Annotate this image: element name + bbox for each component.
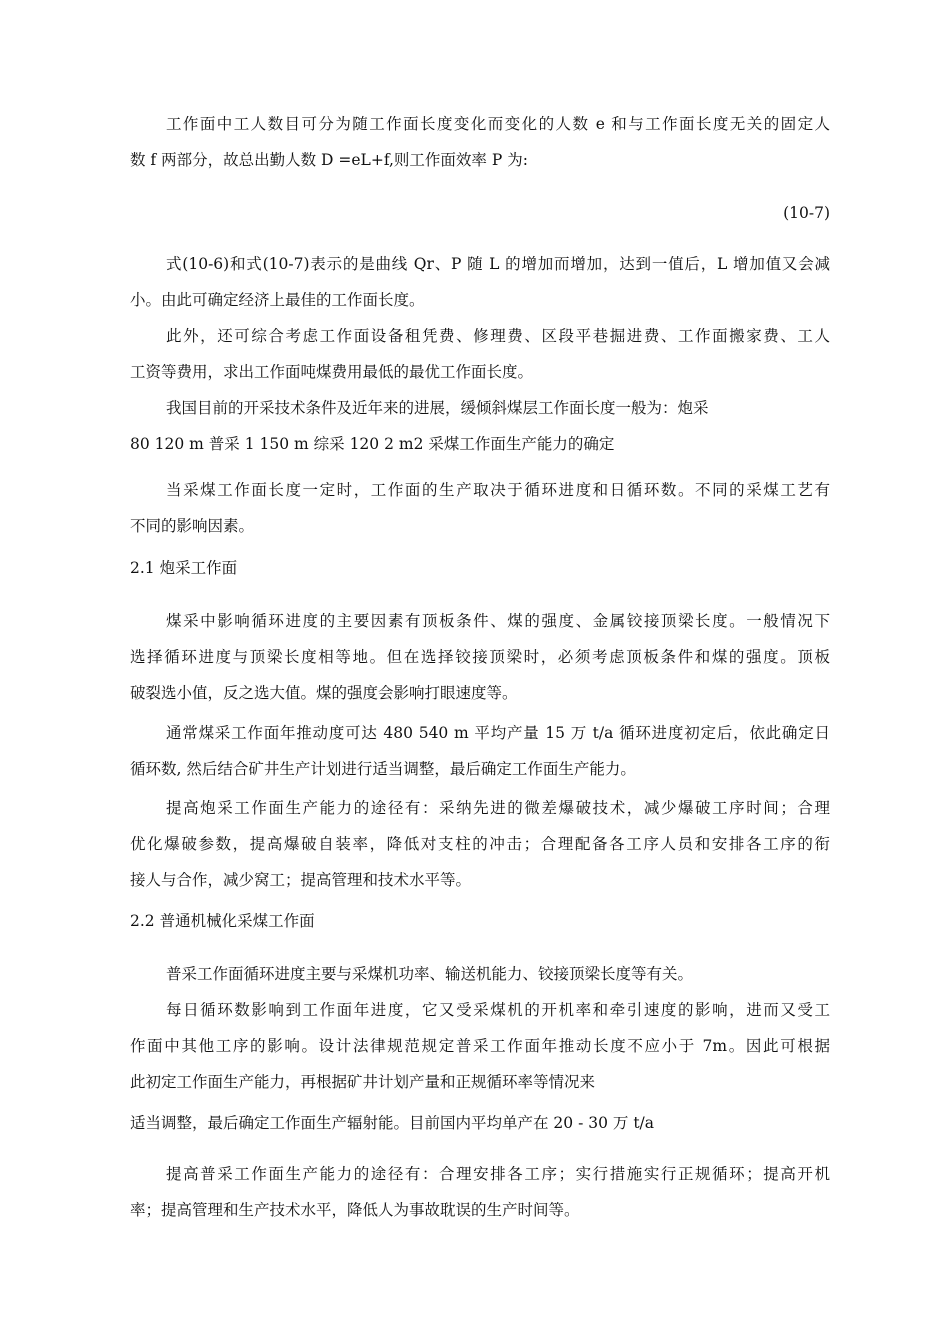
paragraph-line: 接人与合作，减少窝工；提高管理和技术水平等。 xyxy=(130,871,472,889)
section-heading: 2.1 炮采工作面 xyxy=(130,559,238,577)
paragraph-line: 通常煤采工作面年推动度可达 480 540 m 平均产量 15 万 t/a 循环进度初定后，依此确定日 xyxy=(166,724,830,742)
paragraph-line: 小。由此可确定经济上最佳的工作面长度。 xyxy=(130,291,425,309)
paragraph-line: 煤采中影响循环进度的主要因素有顶板条件、煤的强度、金属铰接顶梁长度。一般情况下 xyxy=(166,612,830,630)
paragraph-line: 式(10-6)和式(10-7)表示的是曲线 Qr、P 随 L 的增加而增加，达到一值后，L 增加值又会减 xyxy=(166,255,830,273)
paragraph-line: 普采工作面循环进度主要与采煤机功率、输送机能力、铰接顶梁长度等有关。 xyxy=(166,965,694,983)
paragraph-line: 此初定工作面生产能力，再根据矿井计划产量和正规循环率等情况来 xyxy=(130,1073,596,1091)
paragraph-line: 每日循环数影响到工作面年进度，它又受采煤机的开机率和牵引速度的影响，进而又受工 xyxy=(166,1001,830,1019)
paragraph-line: 提高炮采工作面生产能力的途径有：采纳先进的微差爆破技术，减少爆破工序时间；合理 xyxy=(166,799,830,817)
paragraph-line: 此外，还可综合考虑工作面设备租凭费、修理费、区段平巷掘进费、工作面搬家费、工人 xyxy=(166,327,830,345)
paragraph-line: 工作面中工人数目可分为随工作面长度变化而变化的人数 e 和与工作面长度无关的固定人 xyxy=(166,115,830,133)
paragraph-line: 提高普采工作面生产能力的途径有：合理安排各工序；实行措施实行正规循环；提高开机 xyxy=(166,1165,830,1183)
paragraph-line: 我国目前的开采技术条件及近年来的进展，缓倾斜煤层工作面长度一般为：炮采 xyxy=(166,399,709,417)
paragraph-line: 破裂选小值，反之选大值。煤的强度会影响打眼速度等。 xyxy=(130,684,518,702)
paragraph-line: 选择循环进度与顶梁长度相等地。但在选择铰接顶梁时，必须考虑顶板条件和煤的强度。顶板 xyxy=(130,648,830,666)
paragraph-line: 优化爆破参数，提高爆破自装率，降低对支柱的冲击；合理配备各工序人员和安排各工序的衔 xyxy=(130,835,830,853)
paragraph-line: 当采煤工作面长度一定时，工作面的生产取决于循环进度和日循环数。不同的采煤工艺有 xyxy=(166,481,830,499)
paragraph-line: 80 120 m 普采 1 150 m 综采 120 2 m2 采煤工作面生产能力的确定 xyxy=(130,435,615,453)
paragraph-line: 循环数, 然后结合矿井生产计划进行适当调整，最后确定工作面生产能力。 xyxy=(130,760,636,778)
paragraph-line: 工资等费用，求出工作面吨煤费用最低的最优工作面长度。 xyxy=(130,363,534,381)
paragraph-line: 不同的影响因素。 xyxy=(130,517,255,535)
equation-number: (10-7) xyxy=(783,204,830,222)
paragraph-line: 数 f 两部分，故总出勤人数 D =eL+f,则工作面效率 P 为: xyxy=(130,151,528,169)
paragraph-line: 率；提高管理和生产技术水平，降低人为事故耽误的生产时间等。 xyxy=(130,1201,580,1219)
paragraph-line: 作面中其他工序的影响。设计法律规范规定普采工作面年推动长度不应小于 7m。因此可根据 xyxy=(130,1037,830,1055)
section-heading: 2.2 普通机械化采煤工作面 xyxy=(130,912,315,930)
paragraph-line: 适当调整，最后确定工作面生产辐射能。目前国内平均单产在 20 - 30 万 t/a xyxy=(130,1114,655,1132)
